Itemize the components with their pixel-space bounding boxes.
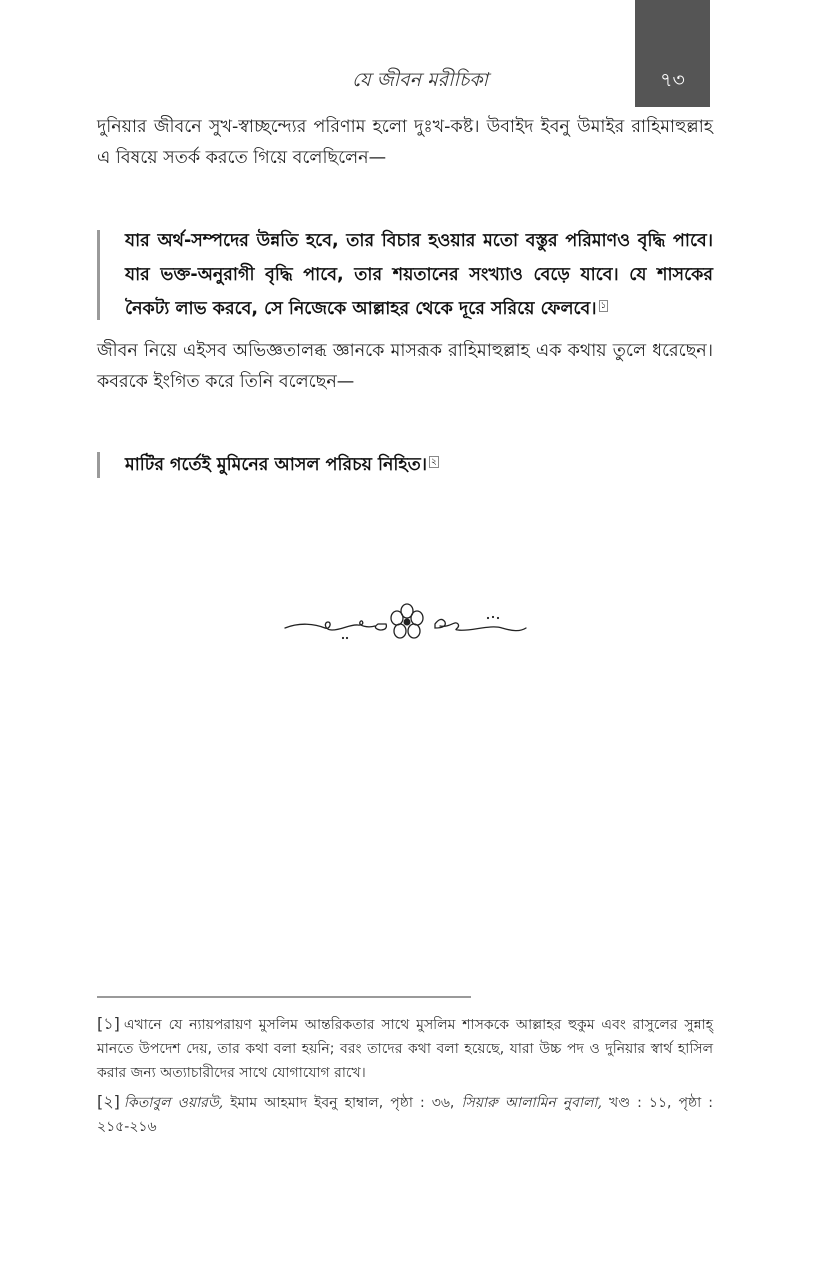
page-number: ৭৩: [660, 69, 685, 91]
blockquote-1: [97, 224, 713, 326]
footnote-1: [১] এখানে যে ন্যায়পরায়ণ মুসলিম আন্তরিকতার সাথে মুসলিম শাসককে আল্লাহর হুকুম এবং রাসুলের সুন্নাহ্ মানতে উপদেশ দেয়, তার কথা বলা হয়নি; বরং তাদের কথা বলা হয়েছে, যারা উচ্চ পদ ও দুনিয়ার স্বার্থ হাসিল করার জন্য অত্যাচারীদের সাথে যোগাযোগ রাখে।: [97, 1014, 713, 1081]
footnote-ref-2[interactable]: ২: [431, 457, 437, 467]
page-number-box: [635, 0, 710, 107]
blockquote-2: [97, 448, 713, 482]
quote-text-1: যার অর্থ-সম্পদের উন্নতি হবে, তার বিচার হওয়ার মতো বস্তুর পরিমাণও বৃদ্ধি পাবে। যার ভক্ত-অনুরাগী বৃদ্ধি পাবে, তার শয়তানের সংখ্যাও বেড়ে যাবে। যে শাসকের নৈকট্য লাভ করবে, সে নিজেকে আল্লাহর থেকে দূরে সরিয়ে ফেলবে। $^১$: [125, 231, 713, 319]
footnote-mark-2: [২]: [97, 1092, 120, 1111]
footnote-divider: [97, 996, 471, 998]
paragraph-2: জীবন নিয়ে এইসব অভিজ্ঞতালব্ধ জ্ঞানকে মাসরূক রাহিমাহুল্লাহ এক কথায় তুলে ধরেছেন। কবরকে ইংগিত করে তিনি বলেছেন—: [97, 341, 713, 392]
footnote-mark-1: [১]: [97, 1014, 120, 1033]
paragraph-1: দুনিয়ার জীবনে সুখ-স্বাচ্ছন্দ্যের পরিণাম হলো দুঃখ-কষ্ট। উবাইদ ইবনু উমাইর রাহিমাহুল্লাহ এ বিষয়ে সতর্ক করতে গিয়ে বলেছিলেন—: [97, 117, 713, 168]
quote-bar: [97, 230, 100, 320]
quote-text-2: মাটির গর্তেই মুমিনের আসল পরিচয় নিহিত। $^২$: [125, 455, 437, 475]
book-title-1: কিতাবুল ওয়ারউ,: [123, 1095, 224, 1111]
floral-ornament-icon: [280, 598, 530, 648]
footnote-ref-1[interactable]: ১: [600, 301, 607, 311]
quote-bar: [97, 452, 100, 478]
book-title-2: সিয়ারু আলামিন নুবালা,: [461, 1095, 602, 1111]
running-title: যে জীবন মরীচিকা: [351, 69, 488, 91]
footnote-2: [২] কিতাবুল ওয়ারউ, ইমাম আহমাদ ইবনু হাম্বাল, পৃষ্ঠা : ৩৬, সিয়ারু আলামিন নুবালা, খণ্ড : ১১, পৃষ্ঠা : ২১৫-২১৬: [97, 1092, 713, 1135]
